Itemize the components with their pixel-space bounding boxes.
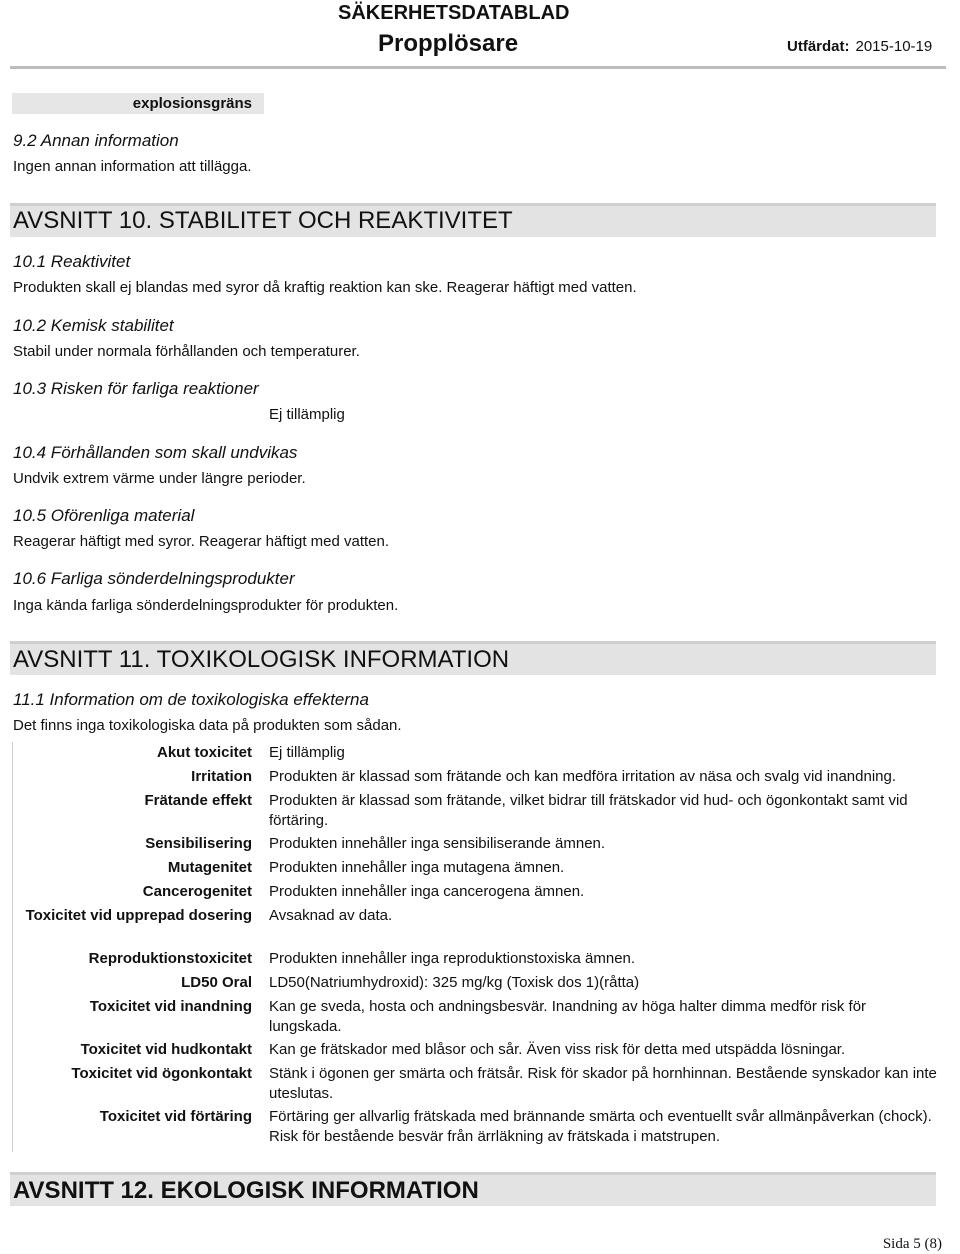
table-row-label: Cancerogenitet xyxy=(142,883,252,900)
table-row-value: Produkten innehåller inga reproduktionstoxiska ämnen. xyxy=(269,950,636,967)
subsection-10-2-text: Stabil under normala förhållanden och temperaturer. xyxy=(13,343,360,360)
table-row-value: Produkten är klassad som frätande, vilket bidrar till frätskador vid hud- och ögonkontakt samt vid förtäring. xyxy=(269,792,908,829)
table-row-label: Mutagenitet xyxy=(167,859,252,876)
section-10-bar-line xyxy=(10,203,936,206)
table-row-value: Avsaknad av data. xyxy=(269,907,393,924)
table-row-label: Toxicitet vid ögonkontakt xyxy=(71,1065,252,1082)
subsection-10-6-text: Inga kända farliga sönderdelningsprodukter för produkten. xyxy=(13,597,399,614)
section-12-title: AVSNITT 12. EKOLOGISK INFORMATION xyxy=(13,1177,479,1204)
table-row-value: Produkten innehåller inga sensibiliserande ämnen. xyxy=(269,835,606,852)
table-row-value: Ej tillämplig xyxy=(269,744,345,761)
product-name: Propplösare xyxy=(378,30,519,57)
table-row-value: Kan ge sveda, hosta och andningsbesvär. Inandning av höga halter dimma medför risk för lungskada. xyxy=(269,998,867,1035)
table-row-label: Sensibilisering xyxy=(145,835,252,852)
subsection-10-1-title: 10.1 Reaktivitet xyxy=(13,252,131,271)
table-row-value: Produkten innehåller inga mutagena ämnen. xyxy=(269,859,565,876)
table-row-value: Produkten är klassad som frätande och kan medföra irritation av näsa och svalg vid inandning. xyxy=(269,768,897,785)
subsection-10-2-title: 10.2 Kemisk stabilitet xyxy=(13,316,174,335)
subsection-10-5-text: Reagerar häftigt med syror. Reagerar häftigt med vatten. xyxy=(13,533,390,550)
header-rule xyxy=(10,66,946,69)
document-title: SÄKERHETSDATABLAD xyxy=(338,2,570,24)
table-row-value: Stänk i ögonen ger smärta och frätsår. Risk för skador på hornhinnan. Bestående synskador kan inte uteslutas. xyxy=(269,1065,937,1102)
subsection-10-4-text: Undvik extrem värme under längre perioder. xyxy=(13,470,306,487)
table-row-label: Toxicitet vid inandning xyxy=(89,998,252,1015)
table-row-label: Reproduktionstoxicitet xyxy=(88,950,252,967)
subsection-10-3-text: Ej tillämplig xyxy=(269,406,345,423)
subsection-10-3-title: 10.3 Risken för farliga reaktioner xyxy=(13,379,259,398)
subsection-10-5-title: 10.5 Oförenliga material xyxy=(13,506,195,525)
section-10-title: AVSNITT 10. STABILITET OCH REAKTIVITET xyxy=(13,207,513,234)
subsection-10-1-text: Produkten skall ej blandas med syror då kraftig reaktion kan ske. Reagerar häftigt med vatten. xyxy=(13,279,637,296)
subsection-9-2-title: 9.2 Annan information xyxy=(13,131,179,150)
table-row-value: Produkten innehåller inga cancerogena ämnen. xyxy=(269,883,585,900)
table-row-label: Irritation xyxy=(191,768,252,785)
subsection-10-4-title: 10.4 Förhållanden som skall undvikas xyxy=(13,443,298,462)
table-row-value: Förtäring ger allvarlig frätskada med brännande smärta och eventuellt svår allmänpåverkan (chock). Risk för bestående besvär från ärrläkning av frätskada i matstrupen. xyxy=(269,1108,932,1145)
subsection-9-2-text: Ingen annan information att tillägga. xyxy=(13,158,252,175)
subsection-11-1-text: Det finns inga toxikologiska data på produkten som sådan. xyxy=(13,717,402,734)
explosion-limit-label: explosionsgräns xyxy=(132,95,252,112)
table-row-label: Toxicitet vid förtäring xyxy=(99,1108,252,1125)
table-row-value: LD50(Natriumhydroxid): 325 mg/kg (Toxisk dos 1)(råtta) xyxy=(269,974,640,991)
subsection-11-1-title: 11.1 Information om de toxikologiska effekterna xyxy=(13,690,369,709)
issued-date xyxy=(787,38,932,55)
table-row-label: Frätande effekt xyxy=(144,792,252,809)
table-row-label: LD50 Oral xyxy=(181,974,252,991)
table-row-label: Toxicitet vid hudkontakt xyxy=(80,1041,252,1058)
section-12-bar-line xyxy=(10,1172,936,1175)
table-row-value: Kan ge frätskador med blåsor och sår. Även viss risk för detta med utspädda lösningar. xyxy=(269,1041,846,1058)
section-11-title: AVSNITT 11. TOXIKOLOGISK INFORMATION xyxy=(13,646,510,673)
section-11-bar-line xyxy=(10,641,936,644)
page-number: Sida 5 (8) xyxy=(882,1236,942,1252)
table-row-label: Akut toxicitet xyxy=(156,744,252,761)
issued-value: 2015-10-19 xyxy=(855,38,933,55)
table-row-label: Toxicitet vid upprepad dosering xyxy=(25,907,252,924)
issued-label: Utfärdat: xyxy=(787,38,850,55)
subsection-10-6-title: 10.6 Farliga sönderdelningsprodukter xyxy=(13,569,295,588)
